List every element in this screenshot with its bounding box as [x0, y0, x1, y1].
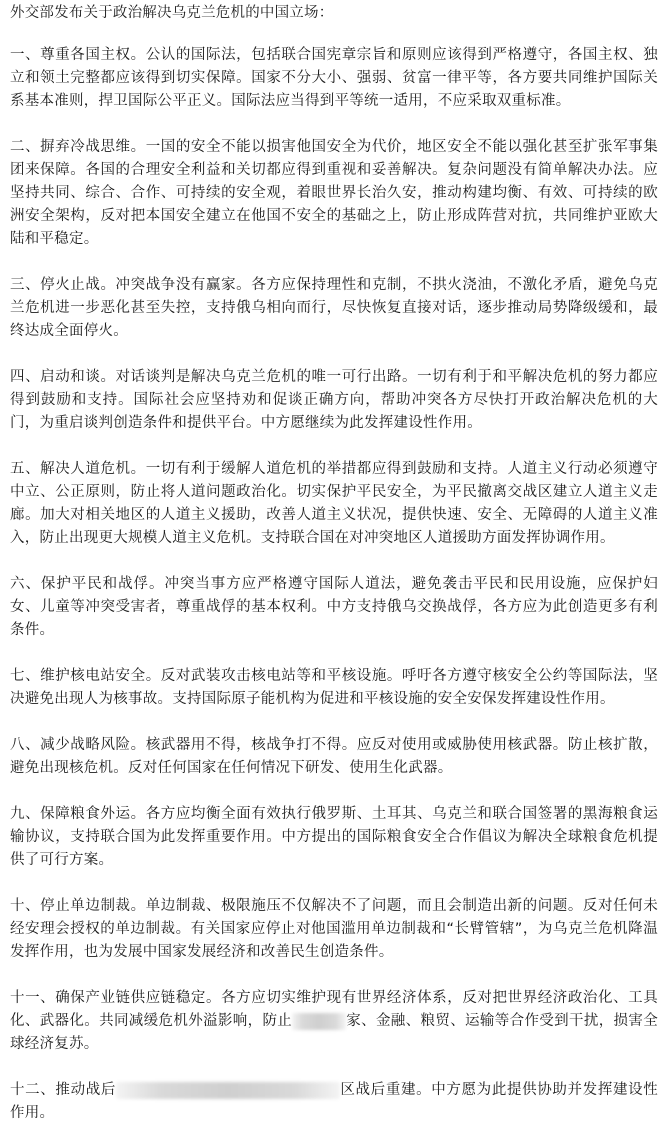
- paragraph-8: 八、减少战略风险。核武器用不得，核战争打不得。应反对使用或威胁使用核武器。防止核扩散，避免出现核危机。反对任何国家在任何情况下研发、使用生化武器。: [10, 737, 658, 776]
- paragraph-9: 九、保障粮食外运。各方应均衡全面有效执行俄罗斯、土耳其、乌克兰和联合国签署的黑海粮食运输协议，支持联合国为此发挥重要作用。中方提出的国际粮食安全合作倡议为解决全球粮食危机提供了可行方案。: [10, 806, 658, 868]
- paragraph-2: 二、摒弃冷战思维。一国的安全不能以损害他国安全为代价，地区安全不能以强化甚至扩张军事集团来保障。各国的合理安全利益和关切都应得到重视和妥善解决。复杂问题没有简单解决办法。应坚持共同、综合、合作、可持续的安全观，着眼世界长治久安，推动构建均衡、有效、可持续的欧洲安全架构，反对把本国安全建立在他国不安全的基础之上，防止形成阵营对抗，共同维护亚欧大陆和平稳定。: [10, 139, 658, 247]
- paragraph-12-text-before: 十二、推动战后: [10, 1082, 116, 1098]
- paragraph-7: 七、维护核电站安全。反对武装攻击核电站等和平核设施。呼吁各方遵守核安全公约等国际法，坚决避免出现人为核事故。支持国际原子能机构为促进和平核设施的安全安保发挥建设性作用。: [10, 668, 658, 707]
- paragraph-3: 三、停火止战。冲突战争没有赢家。各方应保持理性和克制，不拱火浇油，不激化矛盾，避免乌克兰危机进一步恶化甚至失控，支持俄乌相向而行，尽快恢复直接对话，逐步推动局势降级缓和，最终达成全面停火。: [10, 277, 658, 339]
- paragraph-11: [10, 987, 658, 1056]
- paragraph-11-text-before: 十一、确保产业链供应链稳定。各方应切实维护现有世界经济体系，反对把世界经济政治化、工具化、武器化。共同减缓危机外溢影响，防止: [10, 990, 658, 1029]
- paragraph-1: 一、尊重各国主权。公认的国际法，包括联合国宪章宗旨和原则应该得到严格遵守，各国主权、独立和领土完整都应该得到切实保障。国家不分大小、强弱、贫富一律平等，各方要共同维护国际关系基本准则，捍卫国际公平正义。国际法应当得到平等统一适用，不应采取双重标准。: [10, 47, 658, 109]
- paragraph-11-text-after: 家、金融、粮贸、运输等合作受到干扰，损害全球经济复苏。: [10, 1013, 659, 1052]
- redaction-blur: [292, 1013, 346, 1030]
- paragraph-12-text-after: 区战后重建。中方愿为此提供协助并发挥建设性作用。: [10, 1082, 658, 1121]
- redaction-blur: [116, 1082, 340, 1099]
- paragraph-12: [10, 1079, 658, 1125]
- paragraph-6: 六、保护平民和战俘。冲突当事方应严格遵守国际人道法，避免袭击平民和民用设施，应保护妇女、儿童等冲突受害者，尊重战俘的基本权利。中方支持俄乌交换战俘，各方应为此创造更多有利条件。: [10, 576, 658, 638]
- paragraph-4: 四、启动和谈。对话谈判是解决乌克兰危机的唯一可行出路。一切有利于和平解决危机的努力都应得到鼓励和支持。国际社会应坚持劝和促谈正确方向，帮助冲突各方尽快打开政治解决危机的大门，为重启谈判创造条件和提供平台。中方愿继续为此发挥建设性作用。: [10, 369, 658, 431]
- document-heading: 外交部发布关于政治解决乌克兰危机的中国立场：: [10, 5, 334, 21]
- paragraph-10: 十、停止单边制裁。单边制裁、极限施压不仅解决不了问题，而且会制造出新的问题。反对任何未经安理会授权的单边制裁。有关国家应停止对他国滥用单边制裁和“长臂管辖”，为乌克兰危机降温发挥作用，也为发展中国家发展经济和改善民生创造条件。: [10, 898, 658, 960]
- paragraph-5: 五、解决人道危机。一切有利于缓解人道危机的举措都应得到鼓励和支持。人道主义行动必须遵守中立、公正原则，防止将人道问题政治化。切实保护平民安全，为平民撤离交战区建立人道主义走廊。加大对相关地区的人道主义援助，改善人道主义状况，提供快速、安全、无障碍的人道主义准入，防止出现更大规模人道主义危机。支持联合国在对冲突地区人道援助方面发挥协调作用。: [10, 461, 658, 546]
